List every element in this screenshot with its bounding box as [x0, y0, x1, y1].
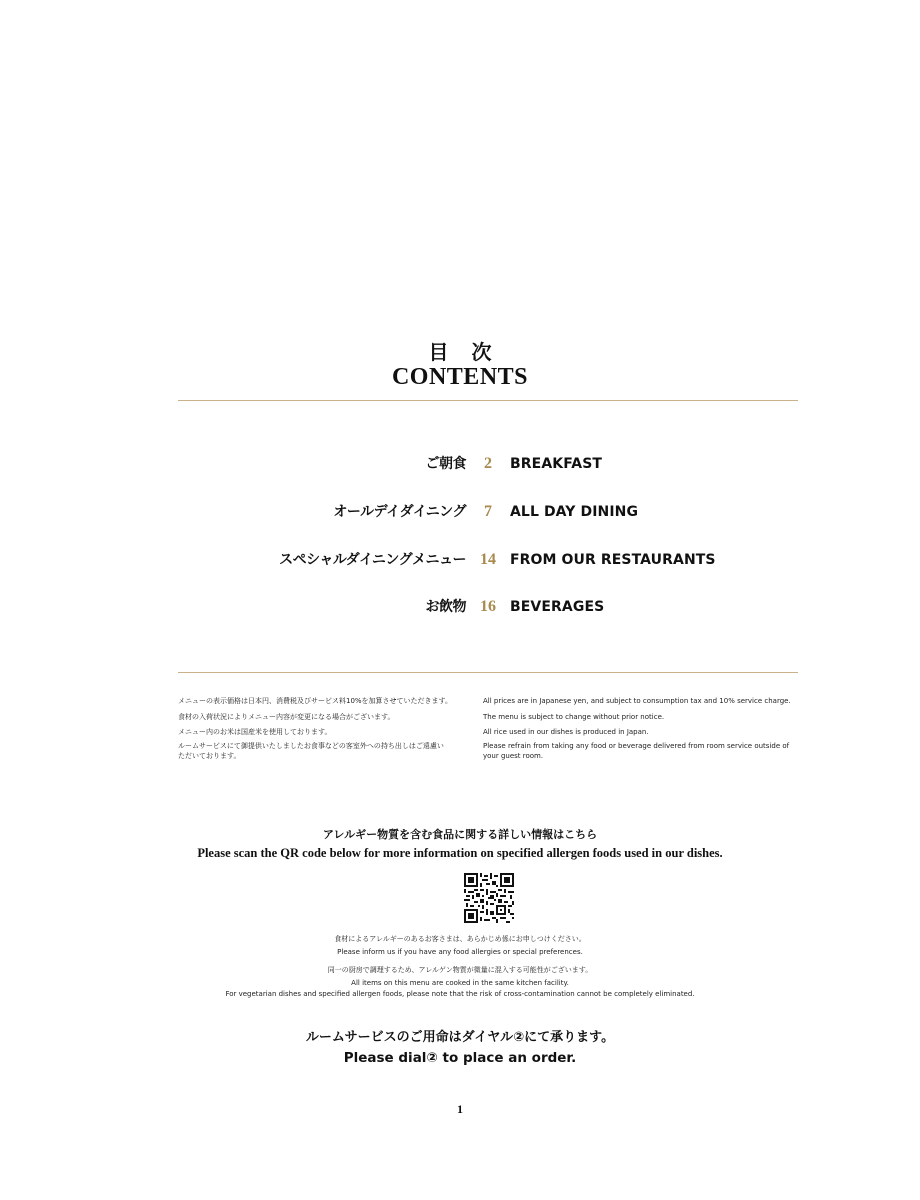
toc-item-en: FROM OUR RESTAURANTS — [510, 552, 716, 568]
note-line: メニューの表示価格は日本円、消費税及びサービス料10%を加算させていただきます。 — [178, 697, 452, 705]
contents-title-jp: 目 次 — [428, 340, 500, 364]
kitchen-note-en-2: For vegetarian dishes and specified allergen foods, please note that the risk of cross-contamination cannot be completely eliminated. — [225, 990, 695, 998]
toc-item-page: 14 — [480, 551, 496, 568]
note-line: メニュー内のお米は国産米を使用しております。 — [178, 728, 332, 736]
note-line: All rice used in our dishes is produced in Japan. — [483, 728, 649, 736]
allergen-heading-jp: アレルギー物質を含む食品に関する詳しい情報はこちら — [322, 828, 598, 841]
note-line: ルームサービスにて御提供いたしましたお食事などの客室外への持ち出しはご遠慮いただいております。 — [178, 741, 444, 760]
kitchen-note-jp: 同一の厨房で調理するため、アレルゲン物質が微量に混入する可能性がございます。 — [327, 966, 593, 974]
toc-item-beverages[interactable] — [0, 592, 920, 622]
contents-title-en: CONTENTS — [391, 364, 529, 390]
notes-jp — [178, 694, 474, 763]
toc-item-jp: お飲物 — [425, 599, 466, 615]
toc-item-page: 7 — [484, 503, 492, 520]
note-line: 食材の入荷状況によりメニュー内容が変更になる場合がございます。 — [178, 712, 395, 721]
divider-top — [178, 400, 798, 401]
allergen-note-jp: 食材によるアレルギーのあるお客さまは、あらかじめ係にお申しつけください。 — [334, 935, 586, 943]
toc-item-jp: オールデイダイニング — [333, 504, 466, 520]
dial-instruction-jp: ルームサービスのご用命はダイヤル②にて承ります。 — [305, 1030, 615, 1045]
toc-item-breakfast[interactable] — [0, 449, 920, 479]
toc-item-en: ALL DAY DINING — [510, 504, 639, 520]
toc-item-restaurants[interactable] — [0, 545, 920, 575]
notes-en — [483, 694, 803, 763]
toc-item-all-day-dining[interactable] — [0, 497, 920, 527]
divider-bottom — [178, 672, 798, 673]
toc-item-jp: スペシャルダイニングメニュー — [279, 552, 466, 568]
dial-instruction-en: Please dial② to place an order. — [343, 1050, 577, 1066]
toc-item-en: BREAKFAST — [510, 456, 603, 472]
note-line: Please refrain from taking any food or beverage delivered from room service outside of your guest room. — [483, 741, 790, 760]
toc-item-page: 2 — [484, 455, 492, 472]
allergen-note-en: Please inform us if you have any food allergies or special preferences. — [337, 948, 583, 956]
toc-item-en: BEVERAGES — [510, 599, 605, 615]
toc-item-page: 16 — [480, 598, 496, 615]
kitchen-note-en-1: All items on this menu are cooked in the same kitchen facility. — [351, 979, 569, 987]
page-number: 1 — [457, 1102, 463, 1116]
note-line: The menu is subject to change without prior notice. — [483, 712, 665, 721]
qr-code[interactable] — [464, 873, 514, 923]
allergen-heading-en: Please scan the QR code below for more information on specified allergen foods used in our dishes. — [197, 846, 723, 860]
toc-item-jp: ご朝食 — [425, 456, 466, 472]
note-line: All prices are in Japanese yen, and subject to consumption tax and 10% service charge. — [483, 697, 791, 705]
